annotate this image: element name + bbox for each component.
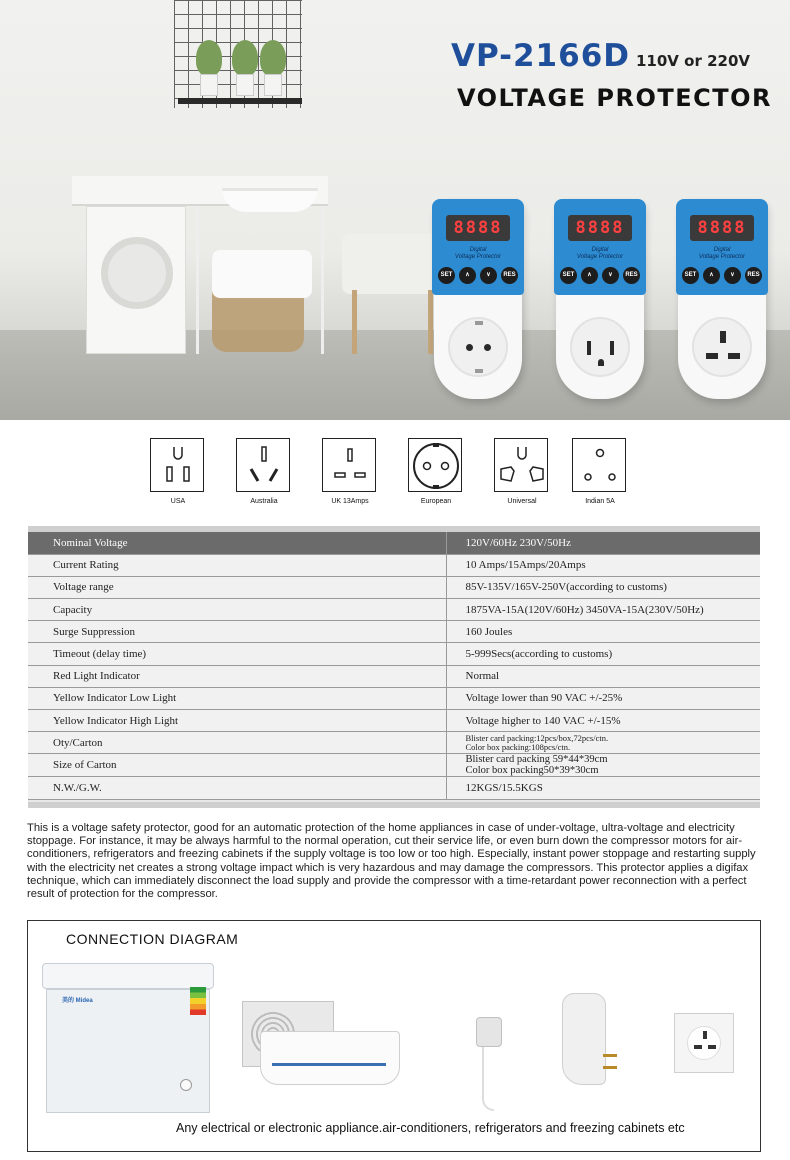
control-panel	[676, 199, 768, 295]
universal-plug-icon	[494, 438, 548, 492]
spec-name: Yellow Indicator Low Light	[28, 687, 446, 709]
spec-value: 160 Joules	[446, 621, 760, 643]
european-socket-icon	[448, 317, 508, 377]
shelf-bar	[178, 98, 302, 104]
spec-name: Oty/Carton	[28, 732, 446, 754]
european-plug-icon	[408, 438, 462, 492]
spec-value-line: Blister card packing 59*44*39cm	[465, 754, 608, 766]
armchair	[342, 234, 442, 294]
table-row	[28, 576, 760, 598]
table-row	[28, 554, 760, 576]
chest-freezer-image	[42, 963, 214, 1113]
spec-value: Voltage higher to 140 VAC +/-15%	[446, 710, 760, 732]
usa-plug-icon	[150, 438, 204, 492]
freezer-knob-icon	[180, 1079, 192, 1091]
spec-value-line: Color box packing:108pcs/ctn.	[465, 741, 571, 752]
spec-value: 5-999Secs(according to customs)	[446, 643, 760, 665]
plug-label: USA	[170, 498, 186, 505]
spec-name: Capacity	[28, 599, 446, 621]
plug-label: Universal	[507, 498, 537, 505]
indian-plug-icon	[572, 438, 626, 492]
power-plug-icon	[476, 1017, 502, 1047]
spec-name: Nominal Voltage	[28, 532, 446, 554]
set-button[interactable]: SET	[438, 267, 455, 284]
spec-table	[28, 532, 760, 800]
table-row	[28, 665, 760, 687]
chair-leg	[352, 290, 357, 354]
led-display: 8888	[446, 215, 510, 241]
spec-value	[446, 754, 760, 777]
voltage-protector-usa	[554, 199, 646, 399]
up-button[interactable]: ∧	[703, 267, 720, 284]
table-row	[28, 710, 760, 732]
plug-types-row	[138, 438, 618, 510]
spec-value: 12KGS/15.5KGS	[446, 777, 760, 799]
table-row	[28, 599, 760, 621]
energy-label-icon	[190, 987, 206, 1015]
plant-pot	[260, 40, 286, 96]
spec-name: Surge Suppression	[28, 621, 446, 643]
plug-label: European	[420, 498, 452, 505]
plant-pot	[196, 40, 222, 96]
plug-type-indian	[572, 438, 628, 505]
product-name: VOLTAGE PROTECTOR	[456, 84, 772, 112]
plug-label: Australia	[250, 498, 278, 505]
device-brand: Digital Voltage Protector	[576, 247, 624, 260]
set-button[interactable]: SET	[560, 267, 577, 284]
up-button[interactable]: ∧	[581, 267, 598, 284]
reset-button[interactable]: RES	[501, 267, 518, 284]
washing-machine	[86, 206, 186, 354]
product-description: This is a voltage safety protector, good for an automatic protection of the home appliances in case of under-voltage, ultra-voltage and electricity stoppage. For instance, it may be always harmful to the normal operation, cut their service life, or even burn down the compressor motors for air-conditioners, refrigerators and freezing cabinets if the supply voltage is too low or too high. Especially, instant power stoppage and restarting supply with the electricity net creates a strong voltage impact which is very hazardous and may damage the compressors. This protector applies a digifax technique, which can immediately disconnect the load supply and provide the compressor with a time-retardant power reconnection with a perfect result of protection for the compressor.	[27, 822, 756, 901]
plug-label: UK 13Amps	[331, 498, 369, 505]
plug-type-australia	[236, 438, 292, 505]
protector-side-view	[562, 993, 606, 1085]
voltage-protector-uk	[676, 199, 768, 399]
down-button[interactable]: ∨	[480, 267, 497, 284]
reset-button[interactable]: RES	[745, 267, 762, 284]
down-button[interactable]: ∨	[724, 267, 741, 284]
spec-table-panel	[28, 526, 760, 808]
model-number: VP-2166D	[450, 38, 630, 74]
australia-plug-icon	[236, 438, 290, 492]
spec-name: Yellow Indicator High Light	[28, 710, 446, 732]
spec-value: 120V/60Hz 230V/50Hz	[446, 532, 760, 554]
wall-socket-icon	[674, 1013, 734, 1073]
plug-type-universal	[494, 438, 550, 505]
spec-value: 1875VA-15A(120V/60Hz) 3450VA-15A(230V/50Hz)	[446, 599, 760, 621]
spec-value: 85V-135V/165V-250V(according to customs)	[446, 576, 760, 598]
hero-banner	[0, 0, 790, 420]
device-brand: Digital Voltage Protector	[454, 247, 502, 260]
uk-plug-icon	[322, 438, 376, 492]
table-row	[28, 687, 760, 709]
table-row	[28, 532, 760, 554]
spec-name: Red Light Indicator	[28, 665, 446, 687]
uk-socket-icon	[692, 317, 752, 377]
voltage-protector-european	[432, 199, 524, 399]
spec-name: Size of Carton	[28, 754, 446, 777]
table-row	[28, 621, 760, 643]
towel	[212, 250, 312, 298]
control-panel	[432, 199, 524, 295]
plant-pot	[232, 40, 258, 96]
connection-diagram	[27, 920, 761, 1152]
spec-name: Timeout (delay time)	[28, 643, 446, 665]
spec-value: Normal	[446, 665, 760, 687]
spec-name: Current Rating	[28, 554, 446, 576]
led-display: 8888	[690, 215, 754, 241]
table-row	[28, 777, 760, 799]
table-row	[28, 732, 760, 754]
spec-value: Voltage lower than 90 VAC +/-25%	[446, 687, 760, 709]
spec-value: 10 Amps/15Amps/20Amps	[446, 554, 760, 576]
freezer-logo: 美的 Midea	[62, 998, 93, 1004]
control-panel	[554, 199, 646, 295]
up-button[interactable]: ∧	[459, 267, 476, 284]
plug-type-uk	[322, 438, 378, 505]
down-button[interactable]: ∨	[602, 267, 619, 284]
model-title	[451, 38, 750, 74]
usa-socket-icon	[570, 317, 630, 377]
table-row	[28, 643, 760, 665]
reset-button[interactable]: RES	[623, 267, 640, 284]
plug-type-european	[408, 438, 464, 505]
voltage-options: 110V or 220V	[636, 52, 750, 70]
spec-value-line: Blister card packing:12pcs/box,72pcs/ctn.	[465, 732, 609, 743]
plug-type-usa	[150, 438, 206, 505]
plug-label: Indian 5A	[585, 498, 615, 505]
air-conditioner-image	[242, 1001, 392, 1111]
spec-value-line: Color box packing50*39*30cm	[465, 765, 599, 777]
spec-value	[446, 732, 760, 754]
connection-title: CONNECTION DIAGRAM	[66, 931, 239, 947]
set-button[interactable]: SET	[682, 267, 699, 284]
spec-name: N.W./G.W.	[28, 777, 446, 799]
spec-name: Voltage range	[28, 576, 446, 598]
table-row	[28, 754, 760, 777]
connection-caption: Any electrical or electronic appliance.air-conditioners, refrigerators and freezing cabinets etc	[176, 1121, 685, 1135]
device-brand: Digital Voltage Protector	[698, 247, 746, 260]
led-display: 8888	[568, 215, 632, 241]
